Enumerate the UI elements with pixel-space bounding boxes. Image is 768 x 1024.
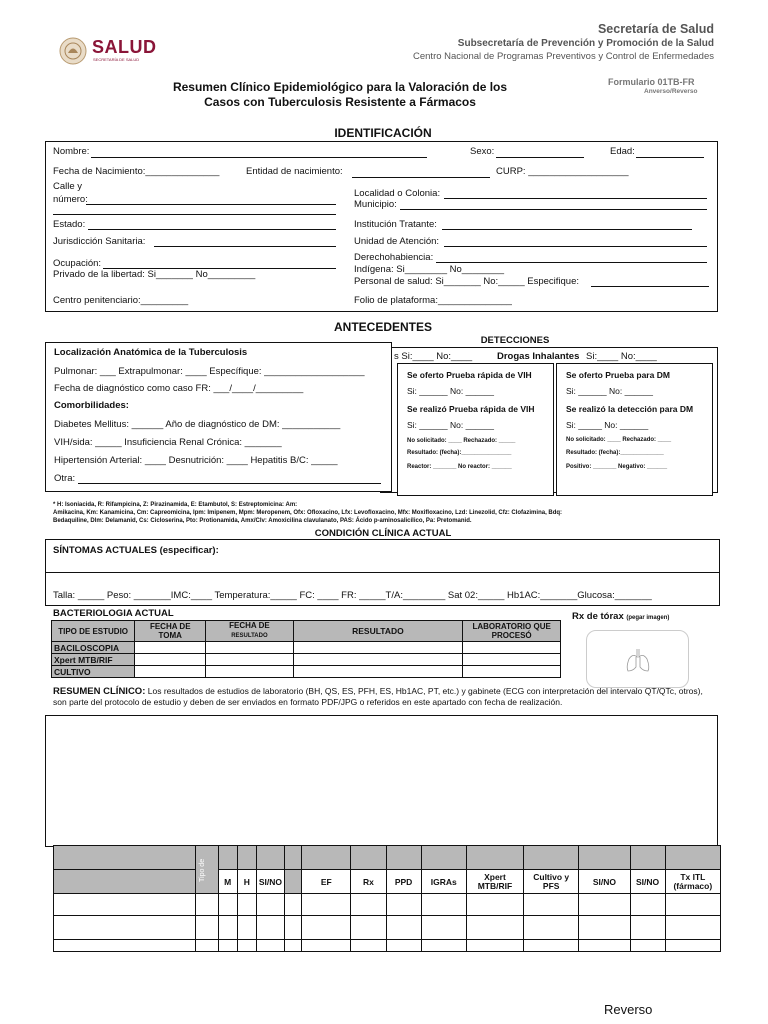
col-m: M <box>218 870 237 894</box>
col-laboratorio: LABORATORIO QUE PROCESÓ <box>463 621 561 642</box>
table-row <box>54 894 721 916</box>
personal-salud-label: Personal de salud: Si_______ No:_____ Especifique: <box>354 276 579 287</box>
cell[interactable] <box>237 940 256 952</box>
cell <box>579 846 630 870</box>
bottom-history-table <box>53 845 721 952</box>
resumen-text: Los resultados de estudios de laboratorio (BH, QS, ES, PFH, ES, Hb1AC, PT, etc.) y gabinete (ECG con interpretación del intervalo QT/QTc, otros), son parte del protocolo de estudio y deben de ser enviados en formato PDF/JPG o referidos en este apartado con fecha de realización. <box>53 686 703 707</box>
abbrev-line3: Bedaquiline, Dlm: Delamanid, Cs: Cicloserina, Pto: Protionamida, Amx/Clv: Amoxicilina clavulanato, PAS: Ácido p-aminosalicílico, Pa: Pretomanid. <box>53 518 472 524</box>
dm-solicitado-line[interactable]: No solicitado: ____ Rechazado: ____ <box>566 437 672 443</box>
cell[interactable] <box>351 894 386 916</box>
cell[interactable] <box>195 894 218 916</box>
table-row <box>52 666 561 678</box>
numero-line[interactable] <box>86 204 336 205</box>
pulmonar-line[interactable]: Pulmonar: ___ Extrapulmonar: ____ Específique: ___________________ <box>54 366 365 377</box>
cell[interactable] <box>218 916 237 940</box>
cell[interactable] <box>463 654 561 666</box>
col-rx: Rx <box>351 870 386 894</box>
cell[interactable] <box>195 916 218 940</box>
centro-penitenciario-label: Centro penitenciario:_________ <box>53 295 189 306</box>
cell[interactable] <box>54 940 196 952</box>
form-side: Anverso/Reverso <box>644 88 698 95</box>
cell[interactable] <box>421 916 466 940</box>
jurisdiccion-label: Jurisdicción Sanitaria: <box>53 236 146 247</box>
cell[interactable] <box>524 894 579 916</box>
col-si-no-3: SI/NO <box>630 870 665 894</box>
cell[interactable] <box>54 916 196 940</box>
otra-label: Otra: <box>54 473 76 484</box>
cell[interactable] <box>237 894 256 916</box>
dm-detection-box <box>556 363 713 496</box>
table-row <box>54 916 721 940</box>
dm-realizo-si-no[interactable]: Si: _____ No: ______ <box>566 420 649 430</box>
otra-line[interactable] <box>78 483 381 484</box>
cell[interactable] <box>386 940 421 952</box>
vitals-line[interactable]: Talla: _____ Peso: _______IMC:____ Temperatura:_____ FC: ____ FR: _____T/A:________ Sat 02:_____ Hb1AC:_______Glucosa:_______ <box>53 590 652 601</box>
cell <box>351 846 386 870</box>
calle-line-2[interactable] <box>53 214 336 215</box>
municipio-label: Municipio: <box>354 199 397 210</box>
ocupacion-label: Ocupación: <box>53 258 102 269</box>
estado-line[interactable] <box>88 229 336 230</box>
cell[interactable] <box>386 916 421 940</box>
dm-oferto-label: Se oferto Prueba para DM <box>566 370 670 380</box>
tipo-vertical-cell <box>195 846 218 894</box>
detecciones-heading: DETECCIONES <box>480 335 550 346</box>
cell <box>386 846 421 870</box>
cell <box>54 846 196 870</box>
edad-label: Edad: <box>610 146 635 157</box>
cell[interactable] <box>135 666 206 678</box>
entidad-label: Entidad de nacimiento: <box>246 166 343 177</box>
cell <box>54 870 196 894</box>
cell[interactable] <box>293 654 463 666</box>
cell[interactable] <box>302 916 351 940</box>
cell <box>237 846 256 870</box>
derechohabiencia-label: Derechohabiencia: <box>354 252 434 263</box>
table-row <box>52 654 561 666</box>
cell <box>665 846 720 870</box>
vih-solicitado-line[interactable]: No solicitado: ____ Rechazado: _____ <box>407 438 516 444</box>
table-row <box>52 642 561 654</box>
cell[interactable] <box>386 894 421 916</box>
vih-reactor-line[interactable]: Reactor: _______ No reactor: ______ <box>407 464 512 470</box>
cell[interactable] <box>195 940 218 952</box>
dm-oferto-si-no[interactable]: Si: ______ No: ______ <box>566 386 653 396</box>
resumen-clinico-box[interactable] <box>45 715 718 847</box>
institucion-line[interactable] <box>442 229 692 230</box>
vih-detection-box <box>397 363 554 496</box>
vih-sida-line[interactable]: VIH/sida: _____ Insuficiencia Renal Crónica: _______ <box>54 437 282 448</box>
cell[interactable] <box>630 894 665 916</box>
cell <box>302 846 351 870</box>
header-subsecretaria: Subsecretaría de Prevención y Promoción de la Salud <box>457 38 714 49</box>
cell <box>466 846 523 870</box>
resumen-clinico-note <box>53 686 718 707</box>
cell[interactable] <box>302 894 351 916</box>
cell <box>218 846 237 870</box>
header-secretaria: Secretaría de Salud <box>597 22 714 36</box>
col-fecha-resultado-line2: RESULTADO <box>231 633 268 639</box>
localidad-line[interactable] <box>444 198 707 199</box>
cell[interactable] <box>218 940 237 952</box>
cell[interactable] <box>463 642 561 654</box>
abbrev-line2: Amikacina, Km: Kanamicina, Cm: Capreomicina, Ipm: Imipenem, Mpm: Meropenem, Ofx: Ofloxacino, Lfx: Levofloxacino, Mfx: Moxifloxacino, Lzd: Linezolid, Cfz: Clofazimina, Bdq: <box>53 510 563 516</box>
drogas-inhalantes-options: Si:____ No:____ <box>586 351 657 362</box>
row-xpert: Xpert MTB/RIF <box>52 654 135 666</box>
cell[interactable] <box>218 894 237 916</box>
col-fecha-resultado-line1: FECHA DE <box>229 621 270 630</box>
col-cultivo: Cultivo y PFS <box>524 870 579 894</box>
jurisdiccion-line[interactable] <box>154 246 336 247</box>
unidad-label: Unidad de Atención: <box>354 236 440 247</box>
nombre-line[interactable] <box>91 157 427 158</box>
col-igras: IGRAs <box>421 870 466 894</box>
col-si-no-1: SI/NO <box>256 870 284 894</box>
cell[interactable] <box>135 642 206 654</box>
row-baciloscopia: BACILOSCOPIA <box>52 642 135 654</box>
bacteriologia-table <box>51 620 561 678</box>
cell <box>285 870 302 894</box>
table-row <box>54 940 721 952</box>
col-tipo-estudio: TIPO DE ESTUDIO <box>52 621 135 642</box>
vih-oferto-si-no[interactable]: Si: ______ No: ______ <box>407 386 494 396</box>
dm-resultado-line[interactable]: Resultado: (fecha):_____________ <box>566 450 664 456</box>
personal-especifique-line[interactable] <box>591 286 709 287</box>
cell[interactable] <box>206 666 293 678</box>
table-row <box>54 846 721 870</box>
tipo-vertical-label: Tipo de <box>198 858 206 882</box>
cell[interactable] <box>285 894 302 916</box>
cell <box>630 846 665 870</box>
fecha-nacimiento-label: Fecha de Nacimiento:______________ <box>53 166 220 177</box>
rx-torax-note: (pegar imagen) <box>626 615 670 621</box>
calle-label: Calle y <box>53 181 83 192</box>
rx-image-placeholder[interactable] <box>586 630 689 688</box>
nombre-label: Nombre: <box>53 146 90 157</box>
form-title-line1: Resumen Clínico Epidemiológico para la Valoración de los <box>172 80 508 94</box>
bacteriologia-header-row <box>52 621 561 642</box>
localidad-label: Localidad o Colonia: <box>354 188 441 199</box>
hipertension-line[interactable]: Hipertensión Arterial: ____ Desnutrición: ____ Hepatitis B/C: _____ <box>54 455 338 466</box>
folio-label: Folio de plataforma:______________ <box>354 295 512 306</box>
cell[interactable] <box>421 894 466 916</box>
drogas-inhalantes-label: Drogas Inhalantes <box>497 351 580 362</box>
logo-subtext: SECRETARÍA DE SALUD <box>93 57 140 62</box>
comorbilidades-label: Comorbilidades: <box>54 400 129 411</box>
cell[interactable] <box>466 916 523 940</box>
cell[interactable] <box>206 642 293 654</box>
cell <box>524 846 579 870</box>
form-code: Formulario 01TB-FR <box>608 77 695 87</box>
cell[interactable] <box>579 940 630 952</box>
cell[interactable] <box>579 916 630 940</box>
condicion-heading: CONDICIÓN CLÍNICA ACTUAL <box>314 528 452 539</box>
cell[interactable] <box>466 940 523 952</box>
sintomas-divider <box>46 572 719 573</box>
derechohabiencia-line[interactable] <box>436 262 707 263</box>
cell[interactable] <box>293 642 463 654</box>
cell[interactable] <box>665 916 720 940</box>
cell[interactable] <box>351 940 386 952</box>
cell[interactable] <box>293 666 463 678</box>
cell[interactable] <box>285 916 302 940</box>
localizacion-box <box>45 342 392 492</box>
cell[interactable] <box>630 916 665 940</box>
privado-label: Privado de la libertad: Si_______ No_________ <box>53 269 256 280</box>
cell[interactable] <box>665 940 720 952</box>
col-h: H <box>237 870 256 894</box>
institucion-label: Institución Tratante: <box>354 219 437 230</box>
cell[interactable] <box>665 894 720 916</box>
cell <box>285 846 302 870</box>
indigena-label: Indígena: Si________ No________ <box>354 264 505 275</box>
dm-positivo-line[interactable]: Positivo: _______ Negativo: ______ <box>566 464 668 470</box>
curp-label: CURP: ___________________ <box>496 166 629 177</box>
cell[interactable] <box>206 654 293 666</box>
col-resultado: RESULTADO <box>293 621 463 642</box>
cell <box>256 846 284 870</box>
table-row <box>54 870 721 894</box>
cell[interactable] <box>524 916 579 940</box>
bacteriologia-heading: BACTERIOLOGIA ACTUAL <box>53 608 174 619</box>
cell[interactable] <box>302 940 351 952</box>
abbrev-line1: * H: Isoniacida, R: Rifampicina, Z: Pirazinamida, E: Etambutol, S: Estreptomicina: Am: <box>53 502 298 508</box>
cell[interactable] <box>256 940 284 952</box>
cell[interactable] <box>237 916 256 940</box>
vih-resultado-line[interactable]: Resultado: (fecha):_______________ <box>407 450 512 456</box>
cell[interactable] <box>463 666 561 678</box>
numero-label: número: <box>53 194 88 205</box>
cell[interactable] <box>351 916 386 940</box>
cell[interactable] <box>630 940 665 952</box>
cell[interactable] <box>466 894 523 916</box>
cell[interactable] <box>135 654 206 666</box>
col-fecha-toma: FECHA DE TOMA <box>135 621 206 642</box>
localizacion-title: Localización Anatómica de la Tuberculosis <box>54 347 248 358</box>
fecha-diagnostico-line[interactable]: Fecha de diagnóstico como caso FR: ___/____/_________ <box>54 383 304 394</box>
col-ppd: PPD <box>386 870 421 894</box>
salud-logo <box>58 36 168 70</box>
cell[interactable] <box>256 916 284 940</box>
vih-realizo-si-no[interactable]: Si: ______ No: ______ <box>407 420 494 430</box>
vih-realizo-label: Se realizó Prueba rápida de VIH <box>407 404 535 414</box>
eagle-seal-icon <box>58 36 88 66</box>
cell[interactable] <box>421 940 466 952</box>
cell <box>421 846 466 870</box>
entidad-line[interactable] <box>352 177 490 178</box>
sexo-line[interactable] <box>496 157 584 158</box>
resumen-label: RESUMEN CLÍNICO: <box>53 686 146 697</box>
municipio-line[interactable] <box>400 209 707 210</box>
dm-realizo-label: Se realizó la detección para DM <box>566 404 694 414</box>
estado-label: Estado: <box>53 219 86 230</box>
sintomas-label: SÍNTOMAS ACTUALES (especificar): <box>53 545 219 556</box>
vih-oferto-label: Se oferto Prueba rápida de VIH <box>407 370 532 380</box>
cell[interactable] <box>54 894 196 916</box>
col-xpert: Xpert MTB/RIF <box>466 870 523 894</box>
col-tx-itl: Tx ITL (fármaco) <box>665 870 720 894</box>
diabetes-line[interactable]: Diabetes Mellitus: ______ Año de diagnóstico de DM: ___________ <box>54 419 341 430</box>
reverso-label: Reverso <box>604 1002 653 1017</box>
cell[interactable] <box>285 940 302 952</box>
lungs-icon <box>623 645 653 675</box>
col-si-no-2: SI/NO <box>579 870 630 894</box>
form-title-line2: Casos con Tuberculosis Resistente a Fármacos <box>204 95 476 109</box>
identificacion-heading: IDENTIFICACIÓN <box>334 126 432 140</box>
unidad-line[interactable] <box>444 246 707 247</box>
substances-row: s Si:____ No:____ <box>394 351 473 362</box>
sexo-label: Sexo: <box>470 146 495 157</box>
cell[interactable] <box>256 894 284 916</box>
rx-torax-text: Rx de tórax <box>572 611 624 622</box>
col-ef: EF <box>302 870 351 894</box>
rx-torax-label <box>572 611 669 622</box>
edad-line[interactable] <box>636 157 704 158</box>
antecedentes-heading: ANTECEDENTES <box>333 320 432 334</box>
header-centro: Centro Nacional de Programas Preventivos y Control de Enfermedades <box>413 51 714 62</box>
cell[interactable] <box>524 940 579 952</box>
col-fecha-resultado <box>206 621 293 642</box>
logo-text: SALUD <box>92 37 157 57</box>
cell[interactable] <box>579 894 630 916</box>
row-cultivo: CULTIVO <box>52 666 135 678</box>
